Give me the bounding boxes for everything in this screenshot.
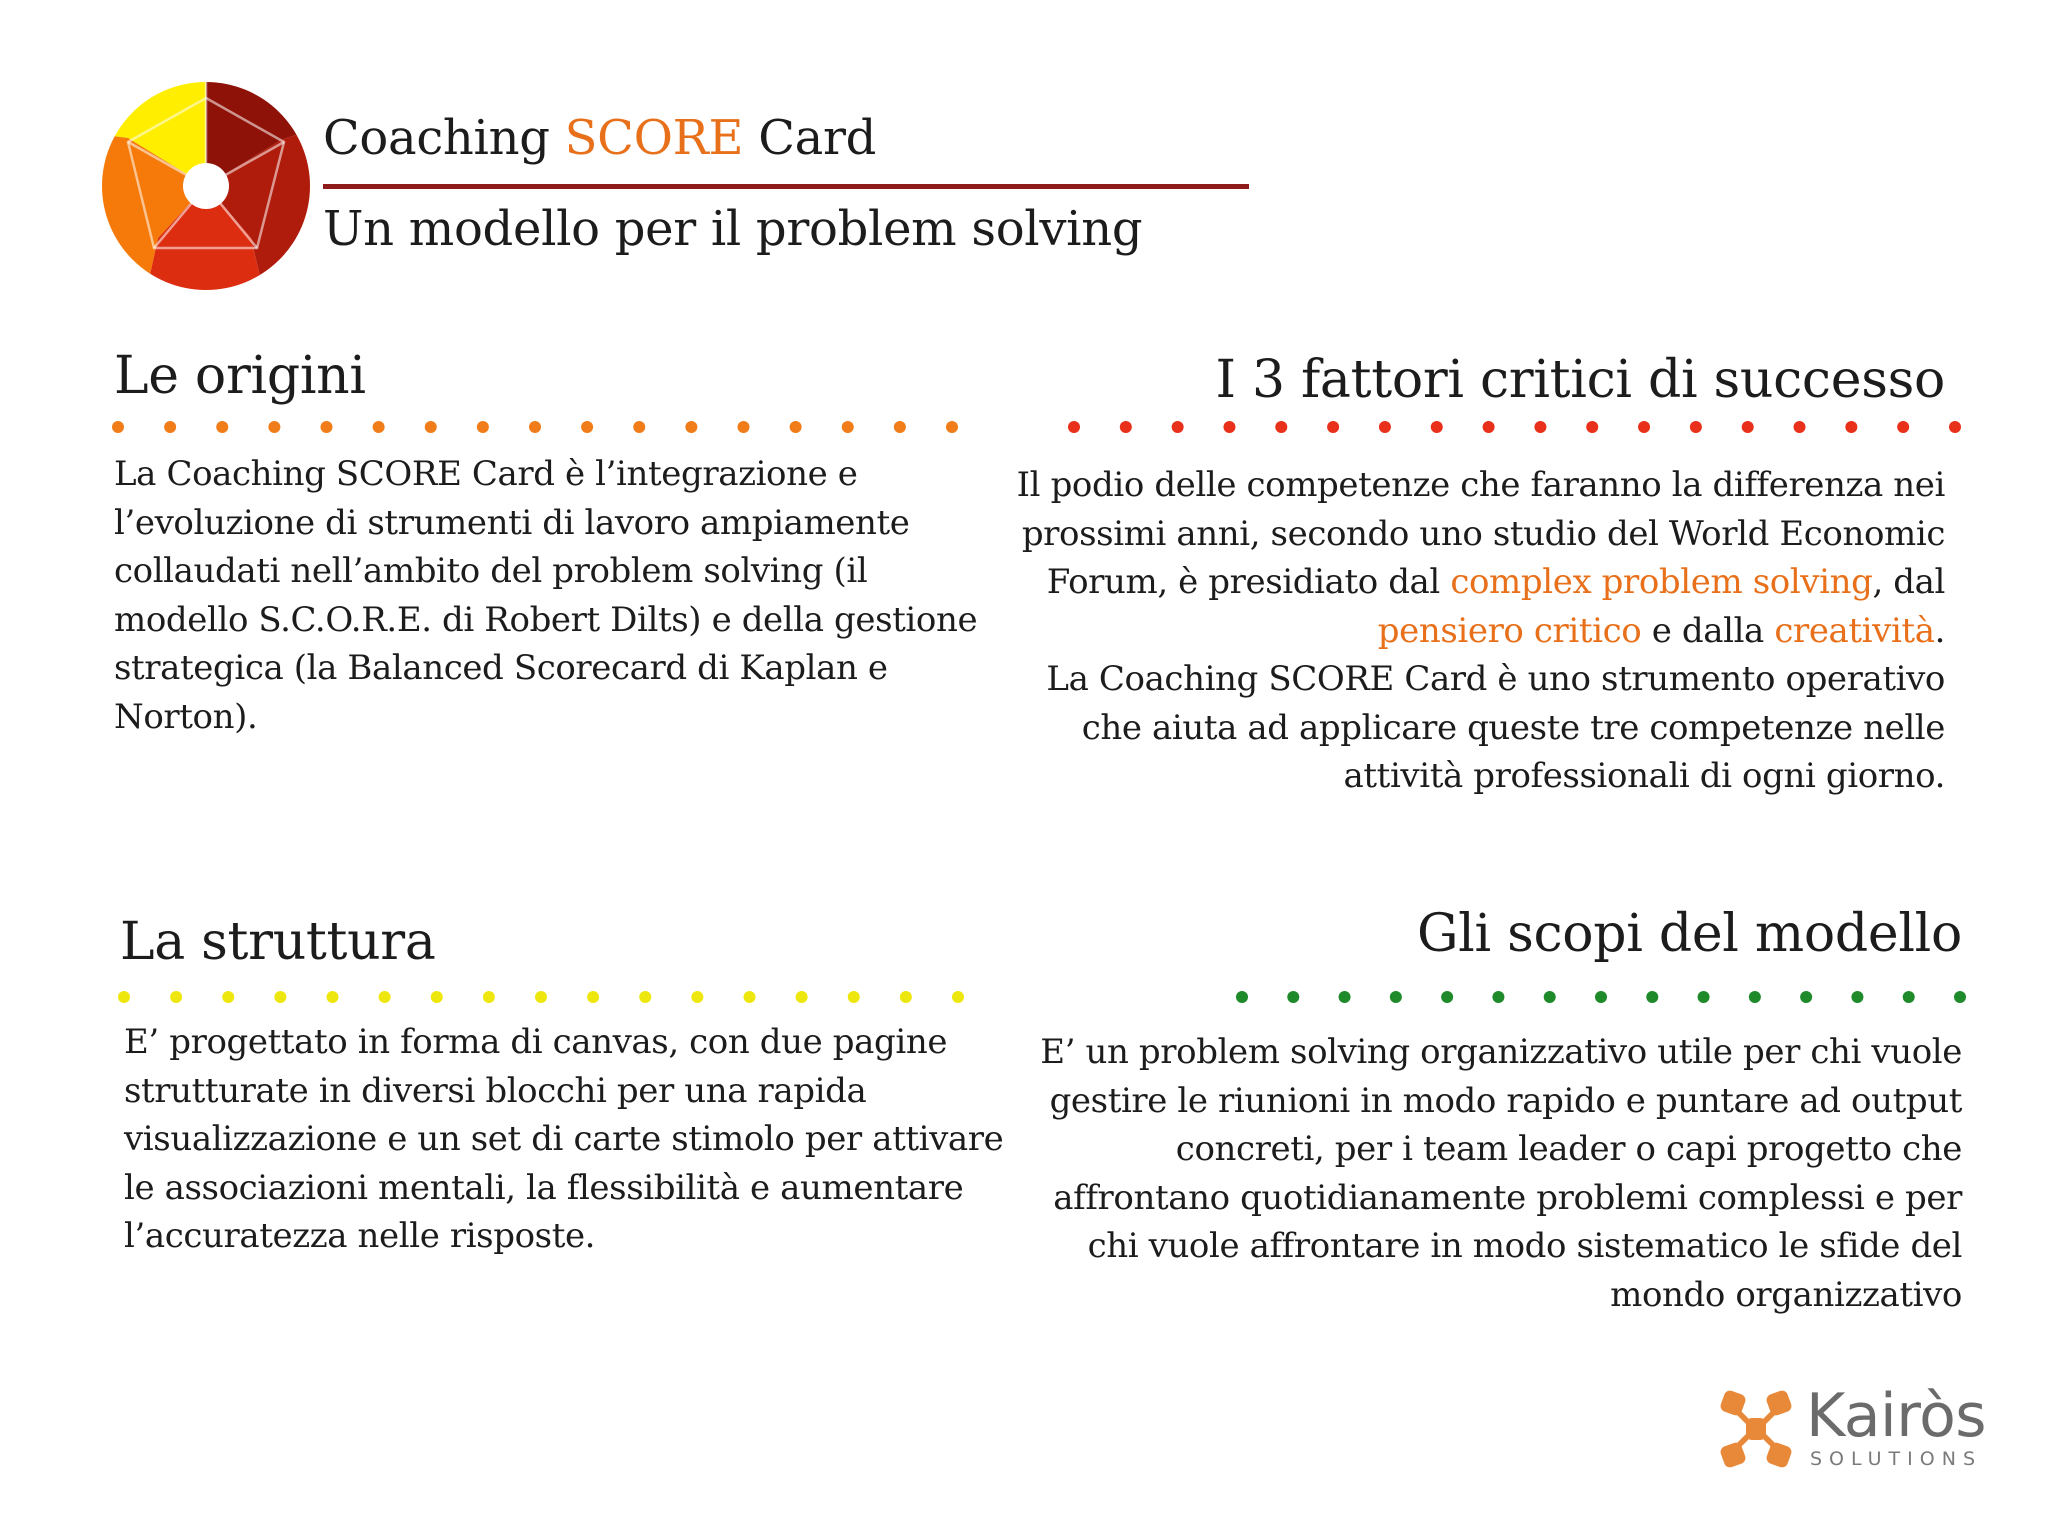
heading-fattori: I 3 fattori critici di successo bbox=[1215, 350, 1945, 410]
divider-dot bbox=[216, 421, 228, 433]
divider-dot bbox=[1954, 991, 1966, 1003]
highlight-creativita: creatività bbox=[1774, 610, 1935, 651]
divider-dot bbox=[685, 421, 697, 433]
divider-dot bbox=[1638, 421, 1650, 433]
brand-tagline: SOLUTIONS bbox=[1810, 1448, 1982, 1470]
divider-dot bbox=[1742, 421, 1754, 433]
divider-dot bbox=[1441, 991, 1453, 1003]
divider-dot bbox=[425, 421, 437, 433]
divider-dot bbox=[222, 991, 234, 1003]
highlight-pensiero-critico: pensiero critico bbox=[1377, 610, 1642, 651]
dotted-divider-origini bbox=[112, 420, 958, 434]
divider-dot bbox=[1431, 421, 1443, 433]
wheel-center bbox=[183, 163, 229, 209]
divider-dot bbox=[1223, 421, 1235, 433]
divider-dot bbox=[477, 421, 489, 433]
divider-dot bbox=[379, 991, 391, 1003]
divider-dot bbox=[535, 991, 547, 1003]
paragraph-struttura: E’ progettato in forma di canvas, con due pagine strutturate in diversi blocchi per una rapida visualizzazione e un set di carte stimolo per attivare le associazioni mentali, la flessibilità e aumentare l’accuratezza nelle risposte. bbox=[124, 1022, 1004, 1256]
divider-dot bbox=[1544, 991, 1556, 1003]
divider-dot bbox=[274, 991, 286, 1003]
paragraph-origini: La Coaching SCORE Card è l’integrazione e l’evoluzione di strumenti di lavoro ampiamente collaudati nell’ambito del problem solving (il modello S.C.O.R.E. di Robert Dilts) e della gestione strategica (la Balanced Scorecard di Kaplan e Norton). bbox=[114, 454, 978, 737]
divider-dot bbox=[1339, 991, 1351, 1003]
divider-dot bbox=[581, 421, 593, 433]
dotted-divider-fattori bbox=[1068, 420, 1961, 434]
divider-dot bbox=[1646, 991, 1658, 1003]
highlight-complex-problem-solving: complex problem solving bbox=[1450, 562, 1873, 602]
divider-dot bbox=[431, 991, 443, 1003]
divider-dot bbox=[1327, 421, 1339, 433]
divider-dot bbox=[946, 421, 958, 433]
title-highlight: SCORE bbox=[564, 110, 744, 166]
divider-dot bbox=[1068, 421, 1080, 433]
divider-dot bbox=[529, 421, 541, 433]
divider-dot bbox=[1903, 991, 1915, 1003]
brand-name: Kairòs bbox=[1806, 1381, 1987, 1451]
divider-dot bbox=[1390, 991, 1402, 1003]
divider-dot bbox=[900, 991, 912, 1003]
divider-dot bbox=[894, 421, 906, 433]
divider-dot bbox=[1586, 421, 1598, 433]
divider-dot bbox=[1794, 421, 1806, 433]
divider-dot bbox=[1534, 421, 1546, 433]
divider-dot bbox=[1800, 991, 1812, 1003]
divider-dot bbox=[118, 991, 130, 1003]
divider-dot bbox=[790, 421, 802, 433]
divider-dot bbox=[373, 421, 385, 433]
divider-dot bbox=[170, 991, 182, 1003]
divider-dot bbox=[848, 991, 860, 1003]
divider-dot bbox=[1749, 991, 1761, 1003]
paragraph-scopi: E’ un problem solving organizzativo utile per chi vuole gestire le riunioni in modo rapido e puntare ad output concreti, per i team leader o capi progetto che affrontano quotidianamente problemi complessi e per chi vuole affrontare in modo sistematico le sfide del mondo organizzativo bbox=[1040, 1032, 1962, 1315]
divider-dot bbox=[327, 991, 339, 1003]
divider-dot bbox=[1851, 991, 1863, 1003]
divider-dot bbox=[1897, 421, 1909, 433]
divider-dot bbox=[1595, 991, 1607, 1003]
divider-dot bbox=[796, 991, 808, 1003]
divider-dot bbox=[1275, 421, 1287, 433]
divider-dot bbox=[952, 991, 964, 1003]
divider-dot bbox=[321, 421, 333, 433]
heading-scopi: Gli scopi del modello bbox=[1416, 904, 1962, 964]
divider-dot bbox=[738, 421, 750, 433]
score-wheel-logo bbox=[100, 80, 312, 292]
heading-struttura: La struttura bbox=[120, 912, 436, 972]
kairos-logo-icon bbox=[1718, 1388, 1794, 1470]
divider-dot bbox=[744, 991, 756, 1003]
divider-dot bbox=[112, 421, 124, 433]
divider-dot bbox=[1690, 421, 1702, 433]
divider-dot bbox=[1287, 991, 1299, 1003]
divider-dot bbox=[1379, 421, 1391, 433]
divider-dot bbox=[1949, 421, 1961, 433]
divider-dot bbox=[639, 991, 651, 1003]
divider-dot bbox=[268, 421, 280, 433]
divider-dot bbox=[1492, 991, 1504, 1003]
divider-dot bbox=[633, 421, 645, 433]
divider-dot bbox=[1236, 991, 1248, 1003]
divider-dot bbox=[1845, 421, 1857, 433]
dotted-divider-struttura bbox=[118, 990, 964, 1004]
divider-dot bbox=[1483, 421, 1495, 433]
page-subtitle: Un modello per il problem solving bbox=[323, 201, 1143, 257]
divider-dot bbox=[483, 991, 495, 1003]
heading-origini: Le origini bbox=[114, 346, 366, 406]
divider-dot bbox=[842, 421, 854, 433]
divider-dot bbox=[1172, 421, 1184, 433]
paragraph-fattori: Il podio delle competenze che faranno la differenza nei prossimi anni, secondo uno studio del World Economic Forum, è presidiato dal complex problem solving, dal pensiero critico e dalla creatività. La Coaching SCORE Card è uno strumento operativo che aiuta ad applicare queste tre competenze nelle attività professionali di ogni giorno. bbox=[1016, 465, 1945, 796]
divider-dot bbox=[1698, 991, 1710, 1003]
dotted-divider-scopi bbox=[1236, 990, 1966, 1004]
divider-dot bbox=[691, 991, 703, 1003]
page-title: Coaching SCORE Card bbox=[323, 110, 877, 166]
title-rule bbox=[323, 184, 1249, 189]
divider-dot bbox=[1120, 421, 1132, 433]
divider-dot bbox=[587, 991, 599, 1003]
divider-dot bbox=[164, 421, 176, 433]
